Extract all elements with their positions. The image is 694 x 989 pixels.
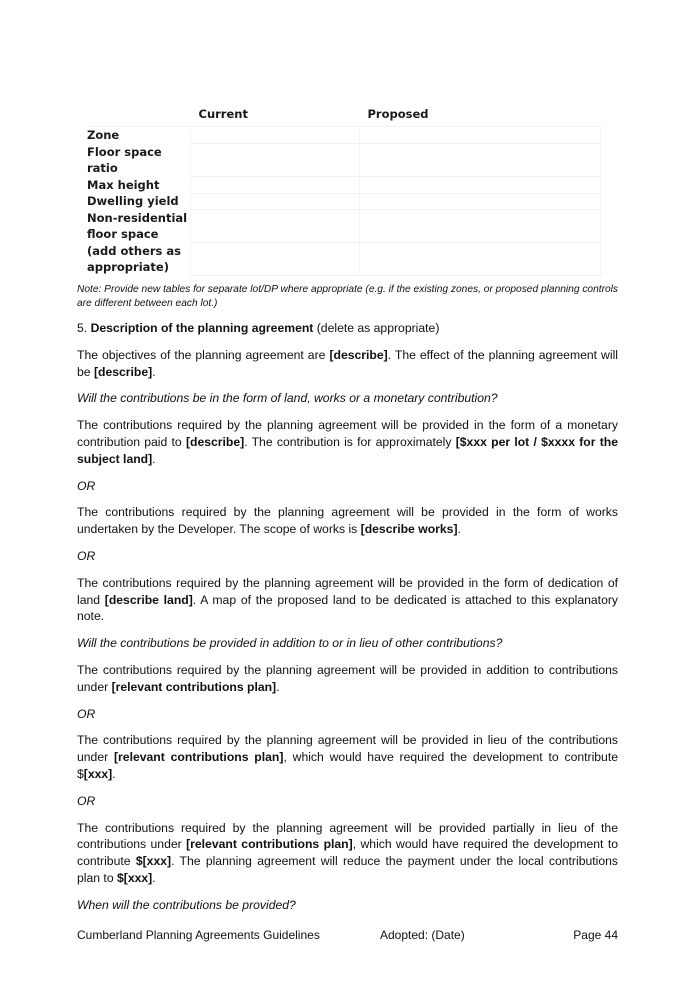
section-heading bbox=[77, 320, 618, 337]
row-label-non-residential: Non-residential floor space bbox=[87, 210, 188, 241]
table-row bbox=[87, 144, 601, 177]
text-run: . bbox=[152, 364, 156, 379]
text-run: The contributions required by the planning agreement will be provided in the form of a monetary contribution paid to bbox=[77, 418, 618, 449]
text-run: The objectives of the planning agreement are bbox=[77, 347, 330, 362]
text-run: . A map of the proposed land to be dedicated is attached to this explanatory note. bbox=[77, 592, 618, 624]
text-run: The contributions required by the planning agreement will be provided in the form of dedication of land bbox=[77, 575, 618, 607]
table-row bbox=[87, 193, 601, 210]
table-note: Note: Provide new tables for separate lot/DP where appropriate (e.g. if the existing zones, or proposed planning controls are different between each lot.) bbox=[77, 284, 618, 309]
document-body bbox=[77, 283, 618, 924]
paragraph-lieu bbox=[77, 732, 618, 782]
cell-current bbox=[191, 127, 360, 144]
table-header-proposed: Proposed bbox=[367, 107, 429, 121]
placeholder-text: [describe land] bbox=[104, 592, 193, 607]
table-header-current: Current bbox=[198, 107, 248, 121]
paragraph-works bbox=[77, 504, 618, 538]
cell-current bbox=[191, 144, 360, 177]
cell-proposed bbox=[360, 127, 601, 144]
text-run: . The contribution is for approximately bbox=[244, 434, 456, 449]
row-label-others: (add others as appropriate) bbox=[87, 243, 181, 274]
cell-current bbox=[191, 177, 360, 194]
text-run: The contributions required by the planning agreement will be provided in the form of works undertaken by the Developer. The scope of works is bbox=[77, 505, 618, 537]
footer-document-title: Cumberland Planning Agreements Guidelines bbox=[77, 928, 320, 942]
placeholder-text: [relevant contributions plan] bbox=[114, 750, 284, 765]
cell-current bbox=[191, 243, 360, 276]
text-run: The contributions required by the planning agreement will be provided in addition to contributions under bbox=[77, 662, 618, 694]
footer-page-number: Page 44 bbox=[573, 928, 618, 942]
footer-adopted-date: Adopted: (Date) bbox=[380, 928, 465, 942]
text-run: The contributions required by the planning agreement will be provided partially in lieu of the contributions under bbox=[77, 820, 618, 852]
or-separator: OR bbox=[77, 548, 96, 563]
cell-current bbox=[191, 210, 360, 243]
placeholder-text: $[xxx] bbox=[135, 854, 172, 869]
table-row bbox=[87, 243, 601, 276]
paragraph-partial bbox=[77, 820, 618, 887]
text-run: . bbox=[457, 522, 461, 537]
placeholder-text: [describe] bbox=[93, 364, 153, 379]
cell-proposed bbox=[360, 177, 601, 194]
planning-controls-table bbox=[87, 106, 601, 276]
table-header-empty bbox=[87, 106, 191, 127]
row-label-zone: Zone bbox=[87, 127, 191, 144]
table-row bbox=[87, 210, 601, 243]
text-run: The contributions required by the planning agreement will be provided in lieu of the contributions under bbox=[77, 733, 618, 765]
cell-current bbox=[191, 193, 360, 210]
cell-proposed bbox=[360, 210, 601, 243]
paragraph-addition bbox=[77, 662, 618, 696]
section-title: Description of the planning agreement bbox=[90, 321, 314, 335]
placeholder-text: [xxx] bbox=[83, 766, 113, 781]
section-number: 5. bbox=[77, 321, 88, 335]
placeholder-text: $[xxx] bbox=[116, 870, 153, 885]
placeholder-text: [relevant contributions plan] bbox=[186, 837, 353, 852]
row-label-fsr: Floor space ratio bbox=[87, 144, 162, 175]
placeholder-text: [relevant contributions plan] bbox=[111, 679, 277, 694]
text-run: . The planning agreement will reduce the payment under the local contributions plan to bbox=[77, 854, 618, 885]
text-run: , which would have required the development to contribute $ bbox=[77, 750, 618, 781]
or-separator: OR bbox=[77, 478, 96, 493]
row-label-max-height: Max height bbox=[87, 177, 160, 192]
question-form: Will the contributions be in the form of land, works or a monetary contribution? bbox=[77, 391, 498, 406]
text-run: , which would have required the development to contribute bbox=[77, 837, 618, 869]
text-run: . bbox=[152, 451, 156, 466]
paragraph-objectives bbox=[77, 347, 618, 381]
table-row bbox=[87, 127, 601, 144]
cell-proposed bbox=[360, 193, 601, 210]
text-run: . bbox=[152, 870, 156, 885]
text-run: . bbox=[112, 766, 116, 781]
placeholder-text: [describe works] bbox=[360, 522, 458, 537]
row-label-dwelling-yield: Dwelling yield bbox=[87, 194, 179, 208]
text-run: . bbox=[276, 679, 280, 694]
cell-proposed bbox=[360, 144, 601, 177]
text-run: . The effect of the planning agreement will be bbox=[77, 347, 618, 379]
question-addition-lieu: Will the contributions be provided in addition to or in lieu of other contributions? bbox=[77, 636, 503, 651]
question-timing: When will the contributions be provided? bbox=[77, 897, 296, 912]
placeholder-text: [describe] bbox=[329, 347, 388, 362]
section-suffix: (delete as appropriate) bbox=[316, 321, 440, 335]
paragraph-land bbox=[77, 575, 618, 625]
cell-proposed bbox=[360, 243, 601, 276]
or-separator: OR bbox=[77, 706, 96, 721]
placeholder-text: [describe] bbox=[185, 434, 245, 449]
or-separator: OR bbox=[77, 793, 96, 808]
table-header-row bbox=[87, 106, 601, 127]
table-row bbox=[87, 177, 601, 194]
paragraph-monetary bbox=[77, 417, 618, 467]
placeholder-text: [$xxx per lot / $xxxx for the subject land] bbox=[77, 434, 618, 466]
